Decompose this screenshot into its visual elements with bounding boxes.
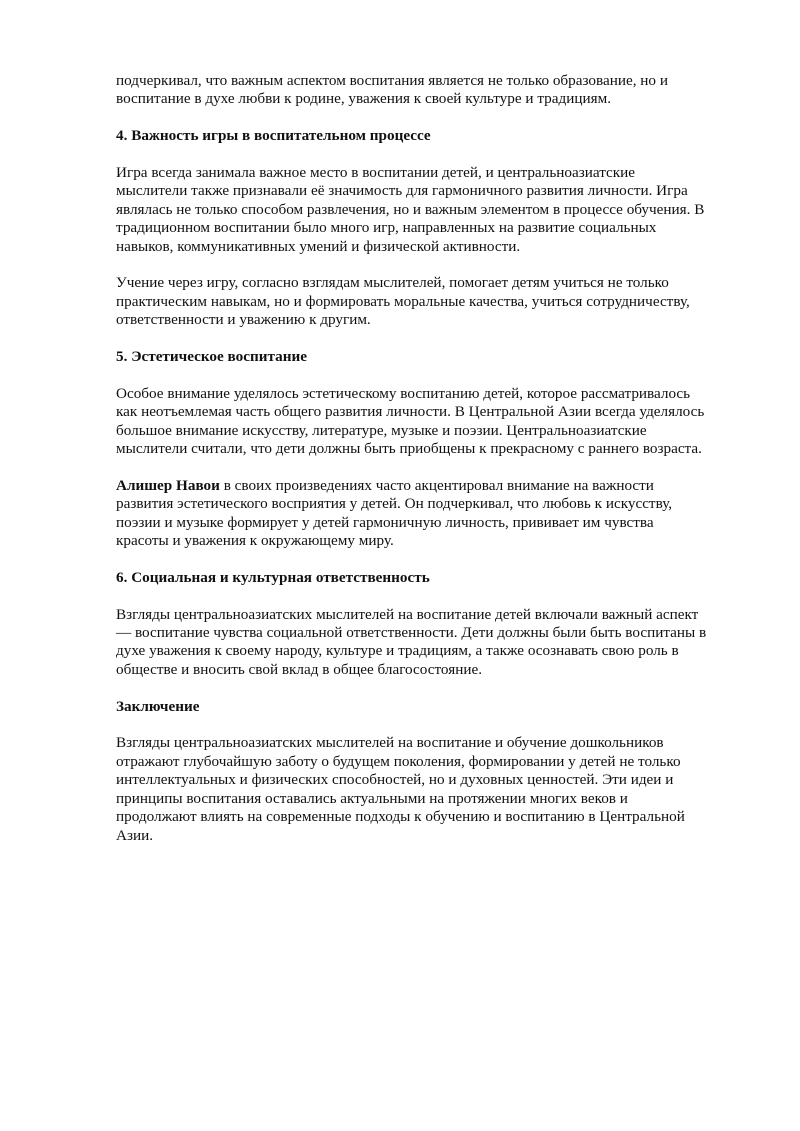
text-line: Учение через игру, согласно взглядам мыслителей, помогает детям учиться не только [116,274,669,292]
text-line: отражают глубочайшую заботу о будущем поколения, формировании у детей не только [116,752,681,770]
text-line: в своих произведениях часто акцентировал внимание на важности [219,476,654,494]
text-line: ответственности и уважению к другим. [116,311,371,329]
section4-paragraph-2 [116,274,736,329]
text-line: традиционном воспитании было много игр, направленных на развитие социальных [116,219,657,237]
document-page [116,72,736,845]
text-line: Взгляды центральноазиатских мыслителей на воспитание и обучение дошкольников [116,734,664,752]
section-heading-6: 6. Социальная и культурная ответственность [116,568,430,586]
text-line: обществе и вносить свой вклад в общее благосостояние. [116,660,483,678]
text-line: мыслители также признавали её значимость для гармоничного развития личности. Игра [116,182,688,200]
text-line: Взгляды центральноазиатских мыслителей на воспитание детей включали важный аспект [116,605,699,623]
text-line: подчеркивал, что важным аспектом воспитания является не только образование, но и [116,72,668,89]
text-line: воспитание в духе любви к родине, уважения к своей культуре и традициям. [116,90,611,108]
text-line: навыков, коммуникативных умений и физической активности. [116,237,521,255]
text-line: интеллектуальных и физических способностей, но и духовных ценностей. Эти идеи и [116,771,674,789]
person-name: Алишер Навои [116,476,220,494]
text-line: являлась не только способом развлечения, но и важным элементом в процессе обучения. В [116,200,705,218]
text-line: Азии. [116,826,154,844]
text-line: Игра всегда занимала важное место в воспитании детей, и центральноазиатские [116,164,636,181]
intro-paragraph [116,72,736,109]
section5-paragraph-1 [116,385,736,459]
text-line: принципы воспитания оставались актуальными на протяжении многих веков и [116,789,628,807]
conclusion-heading: Заключение [116,697,200,715]
section4-paragraph-1 [116,164,736,256]
text-line: красоты и уважения к окружающему миру. [116,532,394,550]
text-line: мыслители считали, что дети должны быть приобщены к прекрасному с раннего возраста. [116,440,702,458]
section-heading-5: 5. Эстетическое воспитание [116,348,307,366]
text-line: Особое внимание уделялось эстетическому воспитанию детей, которое рассматривалось [116,384,691,402]
section6-paragraph-1 [116,606,736,680]
text-line: как неотъемлемая часть общего развития личности. В Центральной Азии всегда уделялось [116,403,705,421]
text-line: практическим навыкам, но и формировать моральные качества, учиться сотрудничеству, [116,292,690,310]
text-line: духе уважения к своему народу, культуре и традициям, а также осознавать свою роль в [116,642,679,660]
text-line: развития эстетического восприятия у детей. Он подчеркивал, что любовь к искусству, [116,495,673,513]
text-line: поэзии и музыке формирует у детей гармоничную личность, прививает им чувства [116,513,654,531]
section5-paragraph-2 [116,477,736,551]
text-line: продолжают влиять на современные подходы к обучению и воспитанию в Центральной [116,808,685,826]
section-heading-4: 4. Важность игры в воспитательном процессе [116,127,431,145]
conclusion-paragraph [116,734,736,844]
text-line: большое внимание искусству, литературе, музыке и поэзии. Центральноазиатские [116,421,647,439]
text-line: — воспитание чувства социальной ответственности. Дети должны были быть воспитаны в [116,624,707,642]
